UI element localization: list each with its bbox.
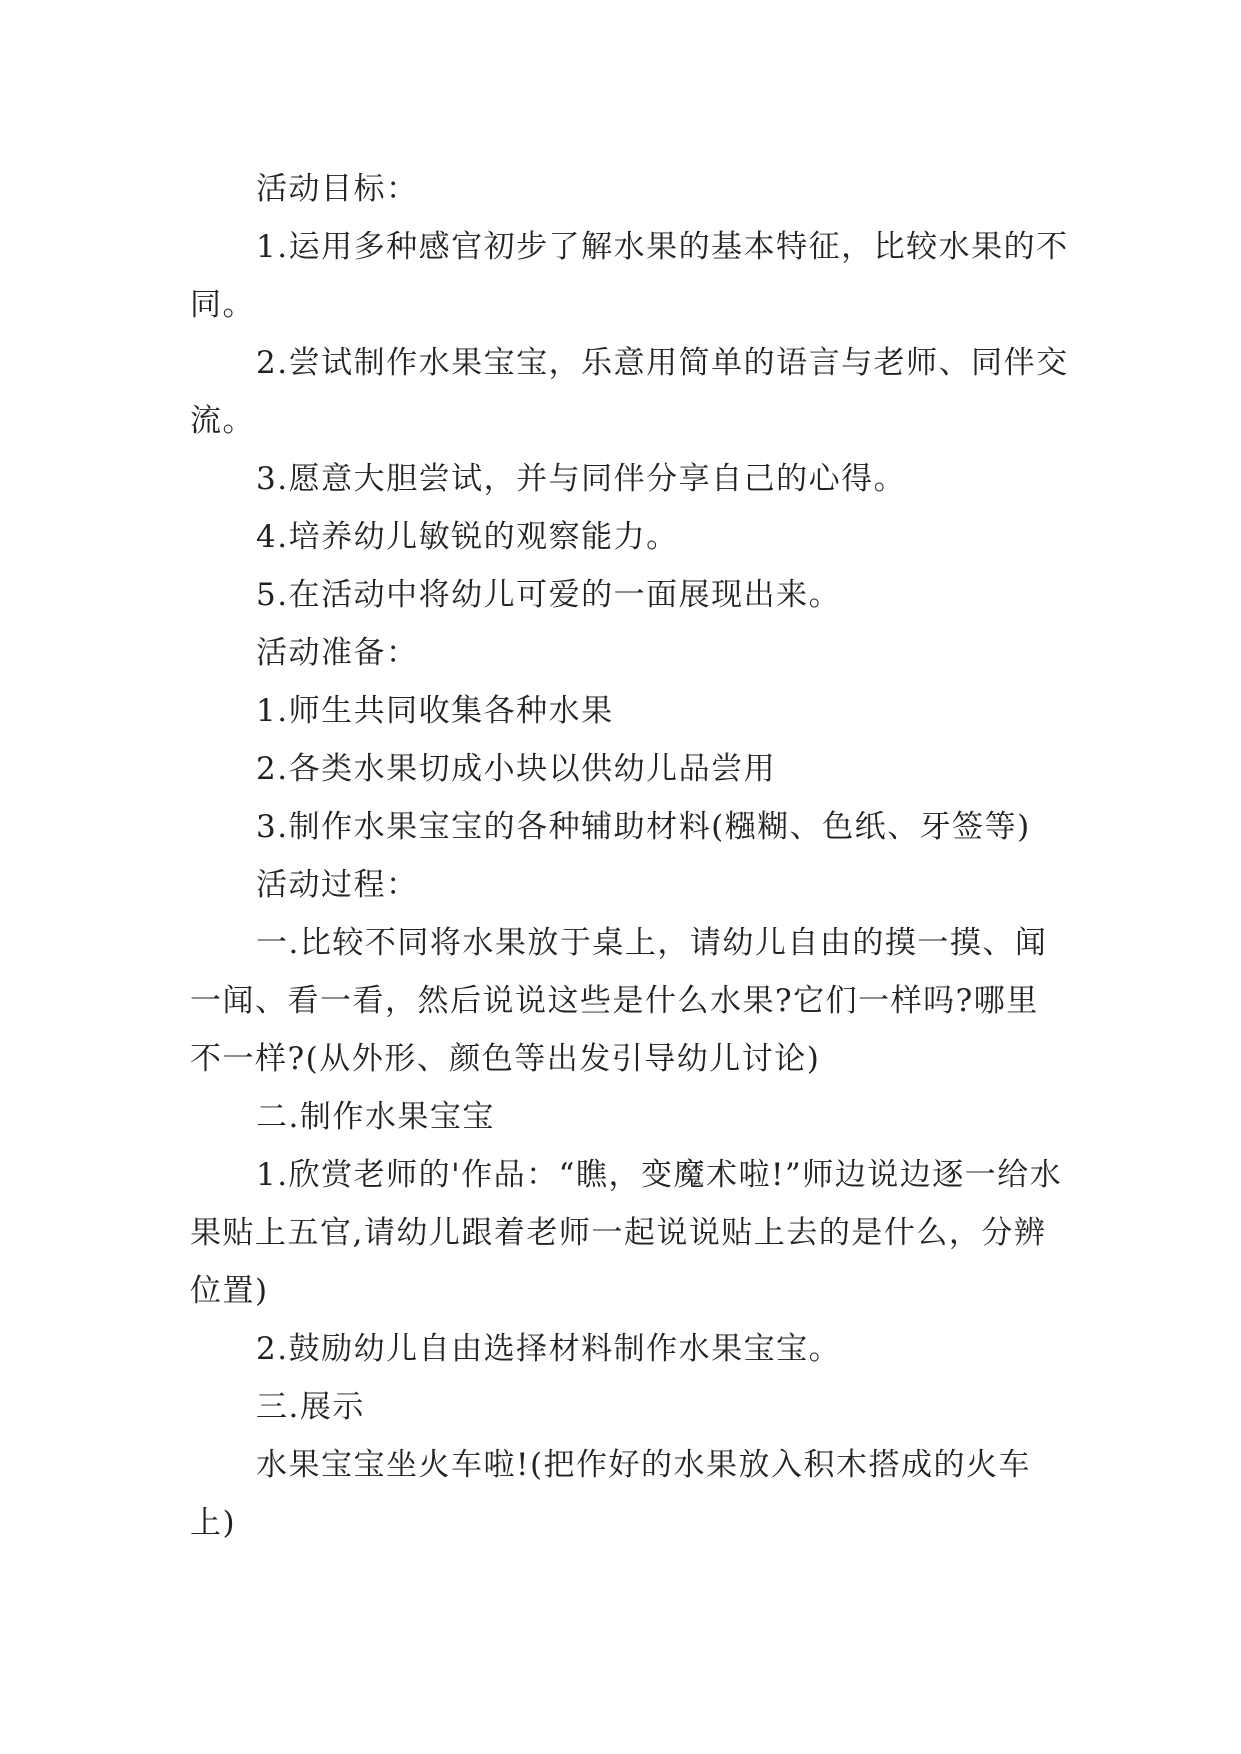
process-step-3-text: 水果宝宝坐火车啦!(把作好的水果放入积木搭成的火车上): [190, 1447, 1032, 1541]
process-step-1: 一.比较不同将水果放于桌上，请幼儿自由的摸一摸、闻一闻、看一看，然后说说这些是什么水果?它们一样吗?哪里不一样?(从外形、颜色等出发引导幼儿讨论): [190, 925, 1048, 1077]
heading-activity-process: 活动过程：: [256, 867, 419, 903]
preparation-item-1: 1.师生共同收集各种水果: [256, 693, 614, 729]
heading-activity-goals: 活动目标：: [256, 171, 419, 207]
process-step-3: 三.展示: [256, 1389, 365, 1425]
goal-item-2: 2.尝试制作水果宝宝，乐意用简单的语言与老师、同伴交流。: [190, 345, 1069, 439]
heading-activity-preparation: 活动准备：: [256, 635, 419, 671]
preparation-item-3: 3.制作水果宝宝的各种辅助材料(糨糊、色纸、牙签等): [256, 809, 1031, 845]
process-step-2: 二.制作水果宝宝: [256, 1099, 495, 1135]
process-step-2-item-2: 2.鼓励幼儿自由选择材料制作水果宝宝。: [256, 1331, 842, 1367]
goal-item-1: 1.运用多种感官初步了解水果的基本特征，比较水果的不同。: [190, 229, 1069, 323]
goal-item-4: 4.培养幼儿敏锐的观察能力。: [256, 519, 679, 555]
preparation-item-2: 2.各类水果切成小块以供幼儿品尝用: [256, 751, 777, 787]
goal-item-5: 5.在活动中将幼儿可爱的一面展现出来。: [256, 577, 842, 613]
goal-item-3: 3.愿意大胆尝试，并与同伴分享自己的心得。: [256, 461, 907, 497]
document-body: [190, 160, 1070, 1552]
process-step-2-item-1: 1.欣赏老师的'作品：“瞧，变魔术啦!”师边说边逐一给水果贴上五官,请幼儿跟着老师一起说说贴上去的是什么，分辨位置): [190, 1157, 1063, 1309]
